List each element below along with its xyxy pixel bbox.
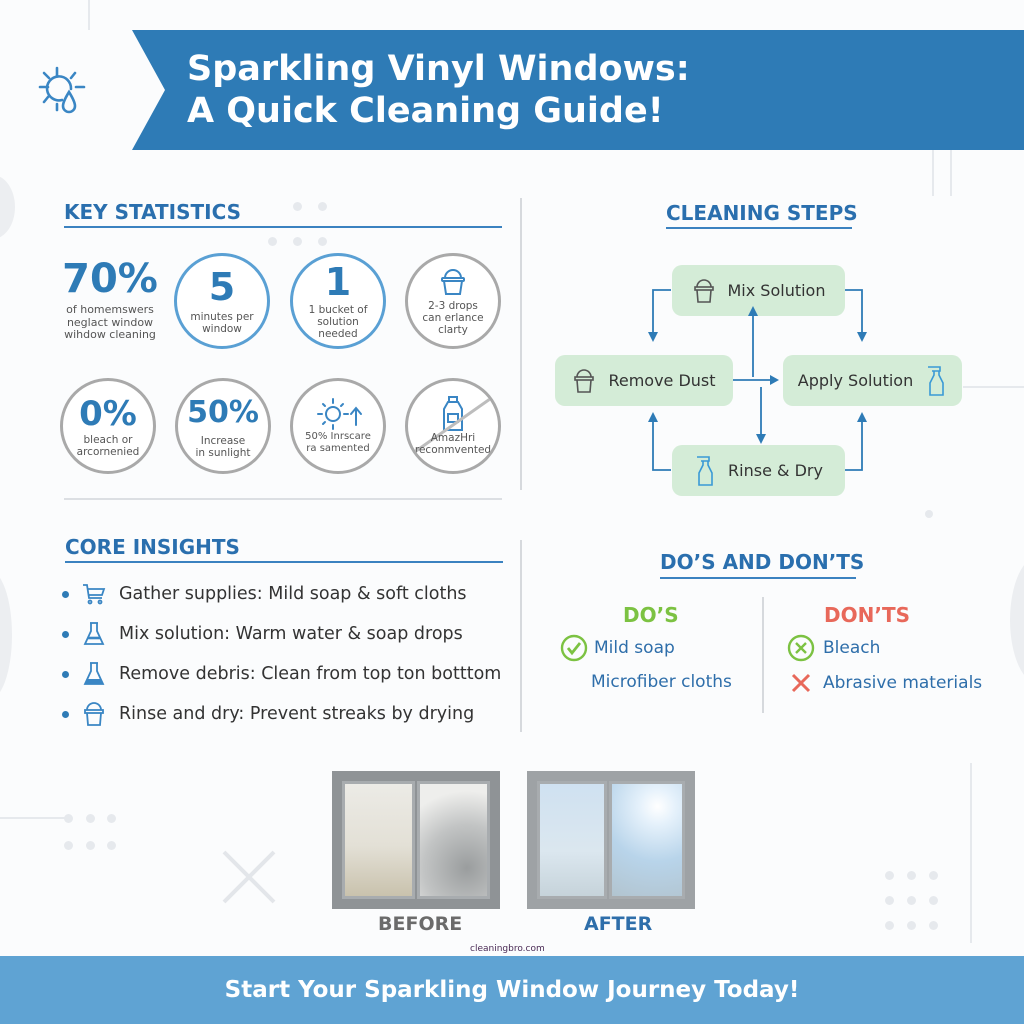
stat-caption: can erlance — [422, 312, 484, 324]
decorative-line — [970, 763, 972, 943]
stat-caption: wihdow cleaning — [64, 328, 156, 341]
stat-caption: needed — [318, 328, 358, 340]
dos-donts-divider — [762, 597, 764, 713]
section-rule — [666, 227, 852, 229]
watermark-text: cleaningbro.com — [470, 944, 545, 954]
bullet — [62, 711, 69, 718]
stat-value: 1 — [324, 260, 352, 304]
clean-pane-left — [537, 781, 607, 899]
title-line-1: Sparkling Vinyl Windows: — [187, 49, 690, 89]
do-item — [560, 634, 675, 662]
decorative-dot — [318, 237, 327, 246]
cart-icon — [81, 581, 107, 607]
stat-caption: 50% Inrscare — [305, 431, 371, 442]
decorative-dot — [885, 896, 894, 905]
decorative-dot — [907, 896, 916, 905]
title-line-2: A Quick Cleaning Guide! — [187, 91, 664, 131]
stat-caption: of homemswers — [66, 303, 154, 316]
section-divider — [64, 498, 502, 500]
x-icon — [790, 672, 812, 694]
insight-text: Mix solution: Warm water & soap drops — [119, 624, 463, 644]
stat-sun-increase — [290, 378, 386, 474]
dont-text: Abrasive materials — [823, 673, 983, 693]
decorative-line — [88, 0, 90, 30]
dos-heading: DO’S — [623, 603, 679, 627]
decorative-dot — [64, 841, 73, 850]
dirty-pane-left — [342, 781, 415, 899]
decorative-dot — [293, 202, 302, 211]
dont-item — [787, 634, 880, 662]
prohibited-slash — [408, 381, 498, 471]
core-insights-title: CORE INSIGHTS — [65, 535, 240, 559]
do-text: Microfiber cloths — [591, 672, 732, 692]
page-title — [187, 48, 987, 132]
decorative-dot — [64, 814, 73, 823]
x-circle-icon — [787, 634, 815, 662]
bucket-icon — [81, 701, 107, 727]
stat-70-percent — [58, 256, 162, 342]
stat-caption: reconmvented — [414, 444, 492, 456]
stat-caption: clarty — [438, 324, 468, 336]
after-window-image — [527, 771, 695, 909]
decorative-dot — [86, 841, 95, 850]
decorative-dot — [925, 510, 933, 518]
section-rule — [64, 226, 502, 228]
decorative-line — [950, 150, 952, 196]
decorative-half-circle — [0, 175, 15, 239]
before-window-image — [332, 771, 500, 909]
decorative-half-circle — [1010, 555, 1024, 685]
stat-caption: ra samented — [306, 443, 370, 454]
sun-water-drop-icon — [38, 52, 106, 120]
footer-banner — [0, 956, 1024, 1024]
stat-5-minutes — [174, 253, 270, 349]
decorative-line — [0, 817, 72, 819]
step-label: Rinse & Dry — [728, 461, 823, 480]
flask-icon — [81, 621, 107, 647]
flask-icon — [81, 661, 107, 687]
dos-donts-title: DO’S AND DON’TS — [660, 550, 865, 574]
check-circle-icon — [560, 634, 588, 662]
decorative-x-icon — [222, 850, 276, 904]
column-divider — [520, 198, 522, 490]
bullet — [62, 631, 69, 638]
bucket-icon — [438, 266, 468, 296]
stat-caption: 1 bucket of — [308, 304, 368, 316]
step-label: Apply Solution — [797, 371, 914, 390]
decorative-dot — [907, 921, 916, 930]
decorative-dot — [885, 921, 894, 930]
insight-text: Rinse and dry: Prevent streaks by drying — [119, 704, 475, 724]
do-text: Mild soap — [594, 638, 675, 658]
insight-item — [62, 581, 467, 607]
stat-caption: bleach or — [83, 434, 133, 446]
column-divider — [520, 540, 522, 732]
stat-50-percent-sunlight — [175, 378, 271, 474]
stat-caption: Increase — [200, 435, 246, 447]
decorative-dot — [86, 814, 95, 823]
decorative-dot — [318, 202, 327, 211]
after-label: AFTER — [584, 913, 653, 935]
before-label: BEFORE — [378, 913, 463, 935]
decorative-dot — [293, 237, 302, 246]
stat-1-bucket — [290, 253, 386, 349]
stat-caption: minutes per — [190, 311, 254, 323]
bullet — [62, 591, 69, 598]
decorative-dot — [107, 841, 116, 850]
dirty-pane-right — [417, 781, 490, 899]
stat-caption: in sunlight — [195, 447, 251, 459]
cleaning-steps-title: CLEANING STEPS — [666, 201, 858, 225]
decorative-dot — [907, 871, 916, 880]
sun-arrow-up-icon — [313, 397, 363, 431]
dont-item — [790, 672, 982, 694]
decorative-dot — [107, 814, 116, 823]
decorative-dot — [929, 921, 938, 930]
stat-value: 5 — [208, 265, 236, 309]
stat-crossed-bottle — [405, 378, 501, 474]
decorative-dot — [929, 871, 938, 880]
stat-caption: window — [202, 323, 242, 335]
dont-text: Bleach — [823, 638, 881, 658]
do-item — [591, 672, 732, 692]
key-statistics-title: KEY STATISTICS — [64, 200, 242, 224]
donts-heading: DON’TS — [824, 603, 910, 627]
insight-item — [62, 661, 501, 687]
decorative-dot — [268, 237, 277, 246]
stat-caption: 2-3 drops — [428, 300, 478, 312]
footer-cta-text: Start Your Sparkling Window Journey Today! — [224, 977, 800, 1003]
stat-caption: neglact window — [66, 315, 154, 329]
decorative-line — [932, 150, 934, 196]
insight-item — [62, 701, 474, 727]
stat-caption: arcornenied — [76, 446, 140, 458]
clean-pane-right — [609, 781, 685, 899]
insight-item — [62, 621, 463, 647]
stat-caption: AmazHri — [430, 432, 476, 444]
stat-drops — [405, 253, 501, 349]
section-rule — [65, 561, 503, 563]
insight-text: Remove debris: Clean from top ton botttom — [119, 664, 502, 684]
stat-value: 70% — [62, 256, 158, 302]
stat-caption: solution — [317, 316, 359, 328]
decorative-half-circle — [0, 570, 12, 700]
stat-value: 50% — [187, 395, 259, 430]
flow-arrows — [540, 250, 980, 510]
bullet — [62, 671, 69, 678]
decorative-dot — [885, 871, 894, 880]
section-rule — [660, 577, 856, 579]
stat-value: 0% — [79, 394, 137, 434]
stat-0-percent-bleach — [60, 378, 156, 474]
step-label: Remove Dust — [608, 371, 716, 390]
step-label: Mix Solution — [727, 281, 826, 300]
insight-text: Gather supplies: Mild soap & soft cloths — [119, 584, 467, 604]
decorative-dot — [929, 896, 938, 905]
